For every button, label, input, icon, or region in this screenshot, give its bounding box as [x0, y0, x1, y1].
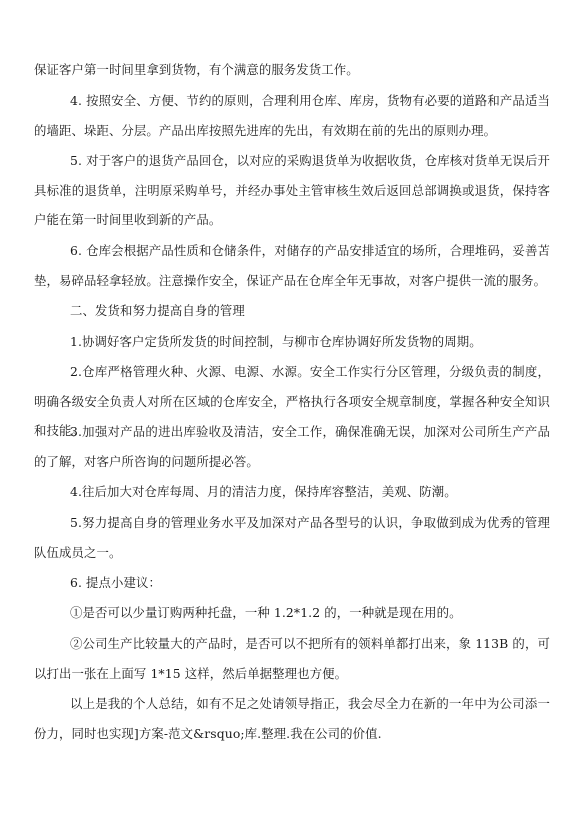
paragraph-continuation: 保证客户第一时间里拿到货物，有个满意的服务发货工作。 [34, 62, 359, 77]
paragraph-item-6: 6. 仓库会根据产品性质和仓储条件，对储存的产品安排适宜的场所，合理堆码，妥善苫垫，易碎品轻拿轻放。注意操作安全，保证产品在仓库全年无事故，对客户提供一流的服务。 [34, 243, 550, 288]
paragraph-mgmt-5: 5.努力提高自身的管理业务水平及加深对产品各型号的认识，争取做到成为优秀的管理队伍成员之一。 [34, 515, 550, 560]
suggestions-heading: 6. 提点小建议： [70, 575, 162, 590]
closing-paragraph: 以上是我的个人总结，如有不足之处请领导指正，我会尽全力在新的一年中为公司添一份力，同时也实现]方案-范文&rsquo;库.整理.我在公司的价值. [34, 696, 550, 741]
paragraph-mgmt-3: 3.加强对产品的进出库验收及清洁，安全工作，确保准确无误，加深对公司所生产产品的了解，对客户所咨询的问题所提必答。 [34, 424, 550, 469]
section-heading-2: 二、发货和努力提高自身的管理 [70, 303, 245, 318]
paragraph-item-4: 4. 按照安全、方便、节约的原则，合理利用仓库、库房，货物有必要的道路和产品适当的墙距、垛距、分层。产品出库按照先进库的先出，有效期在前的先出的原则办理。 [34, 93, 550, 138]
paragraph-mgmt-1: 1.协调好客户定货所发货的时间控制，与柳市仓库协调好所发货物的周期。 [70, 334, 482, 349]
suggestion-2: ②公司生产比较量大的产品时，是否可以不把所有的领料单都打出来，象 113B 的，可以打出一张在上面写 1*15 这样，然后单据整理也方便。 [34, 636, 550, 681]
suggestion-1: ①是否可以少量订购两种托盘，一种 1.2*1.2 的，一种就是现在用的。 [70, 605, 462, 620]
paragraph-mgmt-4: 4.往后加大对仓库每周、月的清洁力度，保持库容整洁，美观、防潮。 [70, 484, 457, 499]
paragraph-mgmt-2: 2.仓库严格管理火种、火源、电源、水源。安全工作实行分区管理，分级负责的制度，明确各级安全负责人对所在区域的仓库安全，严格执行各项安全规章制度，掌握各种安全知识和技能。 [34, 364, 550, 438]
paragraph-item-5: 5. 对于客户的退货产品回仓，以对应的采购退货单为收据收货，仓库核对货单无误后开具标准的退货单，注明原采购单号，并经办事处主管审核生效后返回总部调换或退货，保持客户能在第一时间里收到新的产品。 [34, 153, 550, 227]
